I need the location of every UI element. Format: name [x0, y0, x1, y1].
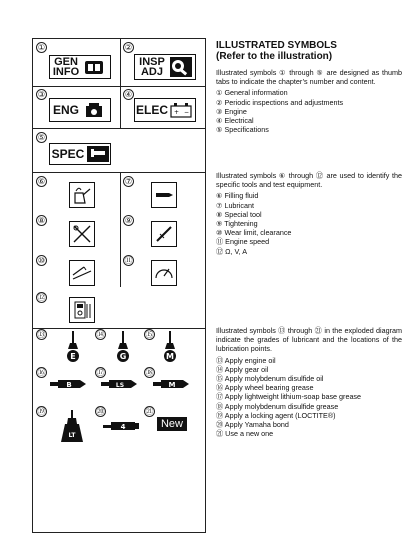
symbol-number-2: ②	[124, 43, 133, 52]
elec-label: ELEC	[135, 103, 168, 117]
special-tool-symbol	[69, 221, 95, 247]
lubricant-tube-icon	[152, 183, 176, 207]
symbol-number-4: ④	[124, 90, 133, 99]
symbol-number-5: ⑤	[37, 133, 46, 142]
battery-icon	[169, 101, 193, 119]
list-item: ⑨ Tightening	[216, 219, 258, 229]
bond-letter: 4	[120, 423, 126, 431]
list-item: ㉑ Use a new one	[216, 429, 274, 439]
insp-adj-tab	[134, 54, 196, 80]
insp-adj-label	[135, 57, 169, 77]
list-item: ⑫ Ω, V, A	[216, 246, 248, 256]
title-line: ILLUSTRATED SYMBOLS	[216, 40, 337, 51]
divider	[33, 128, 205, 129]
engine-oil-letter: E	[70, 352, 76, 361]
tools-section	[216, 171, 402, 256]
new-part-badge: New	[157, 417, 187, 431]
thumb-tab-section	[216, 68, 402, 134]
filling-fluid-symbol	[69, 182, 95, 208]
list-item: ⑲ Apply a locking agent (LOCTITE®)	[216, 410, 336, 420]
page-title	[216, 40, 337, 62]
section-intro: Illustrated symbols ⑥ through ⑫ are used to identify the specific tools and test equipment.	[216, 171, 402, 190]
symbol-number-18: ⑱	[145, 368, 154, 377]
special-tool-icon	[70, 222, 94, 246]
list-item: ① General information	[216, 88, 288, 98]
adj-label: ADJ	[140, 66, 163, 78]
wear-limit-symbol	[69, 260, 95, 286]
wrench-icon	[169, 56, 193, 78]
divider	[120, 172, 121, 287]
section-intro: Illustrated symbols ⑬ through ㉑ in the exploded diagram indicate the grades of lubricant and the locations of the lubrication points.	[216, 326, 402, 354]
lithium-grease-letter: LS	[115, 382, 125, 389]
list-item: ② Periodic inspections and adjustments	[216, 97, 344, 107]
gear-oil-icon	[116, 331, 130, 365]
divider	[120, 39, 121, 128]
divider	[33, 172, 205, 173]
svg-text:−: −	[184, 109, 190, 116]
list-item: ⑮ Apply molybdenum disulfide oil	[216, 374, 324, 384]
list-item: ⑭ Apply gear oil	[216, 364, 269, 374]
multimeter-symbol	[69, 297, 95, 323]
manual-icon	[82, 58, 106, 76]
spec-tab	[49, 143, 111, 165]
moly-grease-letter: M	[168, 381, 176, 389]
moly-oil-letter: M	[166, 352, 174, 361]
list-item: ③ Engine	[216, 106, 247, 116]
symbol-number-10: ⑩	[37, 256, 46, 265]
symbol-number-14: ⑭	[96, 330, 105, 339]
list-item: ⑪ Engine speed	[216, 237, 270, 247]
gen-info-tab	[49, 55, 111, 79]
symbol-number-9: ⑨	[124, 216, 133, 225]
multimeter-icon	[70, 298, 94, 322]
section-list	[216, 356, 402, 439]
moly-oil-icon	[163, 331, 177, 365]
gear-oil-letter: G	[119, 352, 127, 361]
oil-can-icon	[70, 183, 94, 207]
list-item: ⑦ Lubricant	[216, 200, 255, 210]
engine-speed-symbol	[151, 260, 177, 286]
lubricant-symbol	[151, 182, 177, 208]
symbol-number-11: ⑪	[124, 256, 133, 265]
divider	[33, 328, 205, 329]
locking-agent-icon	[60, 410, 84, 444]
eng-tab	[49, 98, 111, 122]
symbol-number-17: ⑰	[96, 368, 105, 377]
spec-label: SPEC	[51, 147, 85, 161]
symbol-number-19: ⑲	[37, 407, 46, 416]
list-item: ⑤ Specifications	[216, 125, 269, 135]
gen-info-label	[50, 57, 82, 77]
elec-tab	[134, 98, 196, 122]
symbol-number-15: ⑮	[145, 330, 154, 339]
list-item: ⑱ Apply molybdenum disulfide grease	[216, 401, 339, 411]
symbol-number-16: ⑯	[37, 368, 46, 377]
list-item: ⑩ Wear limit, clearance	[216, 228, 292, 238]
symbol-number-12: ⑫	[37, 293, 46, 302]
torque-wrench-icon	[152, 222, 176, 246]
lubrication-section	[216, 326, 402, 438]
wheel-bearing-grease-icon	[50, 378, 86, 390]
symbol-number-3: ③	[37, 90, 46, 99]
list-item: ⑥ Filling fluid	[216, 191, 259, 201]
list-item: ⑬ Apply engine oil	[216, 355, 276, 365]
feeler-gauge-icon	[70, 261, 94, 285]
section-list	[216, 191, 402, 255]
lithium-grease-icon	[101, 378, 137, 390]
section-list	[216, 88, 402, 134]
eng-label: ENG	[52, 103, 79, 117]
divider	[33, 86, 205, 87]
loctite-letter: LT	[68, 432, 76, 439]
symbol-number-8: ⑧	[37, 216, 46, 225]
engine-oil-icon	[66, 331, 80, 365]
list-item: ⑳ Apply Yamaha bond	[216, 420, 289, 430]
list-item: ④ Electrical	[216, 116, 254, 126]
tightening-symbol	[151, 221, 177, 247]
symbol-number-6: ⑥	[37, 177, 46, 186]
section-intro: Illustrated symbols ① through ⑤ are designed as thumb tabs to indicate the chapter’s number and content.	[216, 68, 402, 87]
symbol-number-20: ⑳	[96, 407, 105, 416]
engine-icon	[82, 101, 106, 119]
symbol-number-21: ㉑	[145, 407, 154, 416]
list-item: ⑯ Apply wheel bearing grease	[216, 383, 314, 393]
gen-label: GEN	[54, 56, 78, 68]
wheel-grease-letter: B	[66, 381, 72, 389]
info-label: INFO	[52, 66, 80, 78]
list-item: ⑰ Apply lightweight lithium-soap base grease	[216, 392, 362, 402]
svg-text:+: +	[174, 109, 180, 116]
tachometer-icon	[152, 261, 176, 285]
symbol-number-7: ⑦	[124, 177, 133, 186]
subtitle-line: (Refer to the illustration)	[216, 51, 333, 62]
yamaha-bond-icon	[103, 420, 139, 432]
list-item: ⑧ Special tool	[216, 209, 262, 219]
moly-grease-icon	[153, 378, 189, 390]
caliper-icon	[86, 145, 110, 163]
symbol-number-13: ⑬	[37, 330, 46, 339]
symbol-panel	[32, 38, 206, 533]
insp-label: INSP	[139, 56, 165, 68]
symbol-number-1: ①	[37, 43, 46, 52]
